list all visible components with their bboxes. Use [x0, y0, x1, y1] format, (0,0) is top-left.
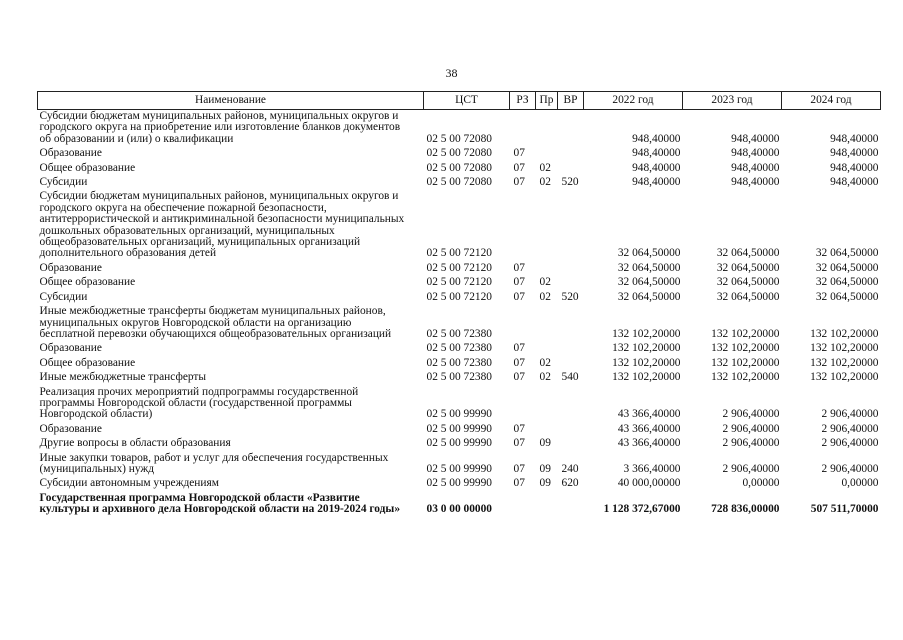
cell-2024: 32 064,50000	[815, 261, 879, 274]
header-2024: 2024 год	[782, 92, 881, 110]
cell-2024: 32 064,50000	[815, 247, 879, 260]
cell-rz: 07	[513, 371, 525, 384]
cell-name: Субсидии	[39, 290, 88, 303]
cell-vr	[558, 110, 584, 148]
table-row	[38, 357, 881, 371]
cell-pr: 02	[539, 276, 551, 289]
cell-2023: 32 064,50000	[716, 290, 780, 303]
cell-vr	[558, 262, 584, 276]
cell-vr	[558, 492, 584, 518]
cell-rz: 07	[513, 462, 525, 475]
cell-2022: 43 366,40000	[617, 422, 681, 435]
cell-pr	[536, 305, 558, 342]
cell-vr	[558, 437, 584, 451]
table-row	[38, 477, 881, 491]
cell-2022: 32 064,50000	[617, 276, 681, 289]
cell-name: Субсидии	[39, 176, 88, 189]
header-2023: 2023 год	[683, 92, 782, 110]
cell-name: Иные межбюджетные трансферты бюджетам муниципальных районов, муниципальных округов Новгородской области на организацию бесплатной перевозки обучающихся общеобразовательных организаций	[39, 305, 392, 340]
budget-table	[37, 91, 881, 518]
table-row	[38, 492, 881, 518]
cell-rz: 07	[513, 261, 525, 274]
cell-2022: 948,40000	[632, 176, 681, 189]
cell-2023: 948,40000	[731, 132, 780, 145]
table-row	[38, 291, 881, 305]
cell-2022: 40 000,00000	[617, 477, 681, 490]
cell-name: Государственная программа Новгородской области «Развитие культуры и архивного дела Новгородской области на 2019-2024 годы»	[39, 491, 401, 516]
cell-cst: 02 5 00 99990	[426, 462, 492, 475]
cell-vr: 620	[561, 477, 579, 490]
cell-name: Общее образование	[39, 356, 136, 369]
cell-2022: 132 102,20000	[612, 356, 681, 369]
table-body	[38, 110, 881, 518]
cell-rz: 07	[513, 147, 525, 160]
table-row	[38, 386, 881, 423]
cell-pr	[536, 342, 558, 356]
cell-pr	[536, 110, 558, 148]
cell-vr: 520	[561, 176, 579, 189]
cell-cst: 02 5 00 72080	[426, 132, 492, 145]
cell-2022: 948,40000	[632, 132, 681, 145]
table-row	[38, 437, 881, 451]
header-pr: Пр	[536, 92, 558, 110]
cell-cst: 02 5 00 72380	[426, 356, 492, 369]
cell-2023: 2 906,40000	[722, 422, 780, 435]
header-name: Наименование	[38, 92, 424, 110]
table-row	[38, 262, 881, 276]
cell-2024: 2 906,40000	[821, 422, 879, 435]
table-row	[38, 147, 881, 161]
table-row	[38, 452, 881, 478]
cell-name: Другие вопросы в области образования	[39, 437, 231, 450]
cell-2022: 32 064,50000	[617, 247, 681, 260]
cell-pr: 02	[539, 371, 551, 384]
cell-cst: 02 5 00 99990	[426, 422, 492, 435]
table-row	[38, 276, 881, 290]
table-row	[38, 342, 881, 356]
cell-2023: 0,00000	[742, 477, 780, 490]
cell-cst: 02 5 00 72120	[426, 290, 492, 303]
cell-2022: 132 102,20000	[612, 371, 681, 384]
header-cst: ЦСТ	[424, 92, 510, 110]
table-row	[38, 423, 881, 437]
cell-cst: 02 5 00 72120	[426, 247, 492, 260]
cell-rz	[510, 110, 536, 148]
cell-vr	[558, 423, 584, 437]
cell-rz: 07	[513, 437, 525, 450]
cell-2023: 948,40000	[731, 147, 780, 160]
table-row	[38, 110, 881, 148]
cell-2023: 32 064,50000	[716, 247, 780, 260]
cell-2022: 3 366,40000	[623, 462, 681, 475]
cell-name: Субсидии бюджетам муниципальных районов, муниципальных округов и городского округа на приобретение или изготовление бланков документов об образовании и (или) о квалификации	[39, 110, 401, 145]
cell-cst: 02 5 00 72120	[426, 261, 492, 274]
page-number: 38	[445, 66, 458, 80]
cell-pr: 02	[539, 356, 551, 369]
cell-rz: 07	[513, 161, 525, 174]
cell-2023: 32 064,50000	[716, 276, 780, 289]
cell-cst: 02 5 00 72380	[426, 371, 492, 384]
cell-vr	[558, 357, 584, 371]
cell-vr	[558, 147, 584, 161]
cell-pr	[536, 492, 558, 518]
cell-cst: 02 5 00 99990	[426, 477, 492, 490]
cell-vr: 540	[561, 371, 579, 384]
cell-2024: 132 102,20000	[810, 327, 879, 340]
cell-2024: 948,40000	[830, 161, 879, 174]
cell-cst: 03 0 00 00000	[426, 503, 492, 516]
cell-2022: 43 366,40000	[617, 408, 681, 421]
cell-2023: 2 906,40000	[722, 408, 780, 421]
table-row	[38, 176, 881, 190]
cell-2024: 0,00000	[841, 477, 879, 490]
cell-pr: 02	[539, 176, 551, 189]
cell-name: Иные межбюджетные трансферты	[39, 371, 207, 384]
cell-pr: 02	[539, 161, 551, 174]
cell-vr	[558, 190, 584, 261]
cell-2022: 948,40000	[632, 147, 681, 160]
cell-2022: 948,40000	[632, 161, 681, 174]
cell-2022: 132 102,20000	[612, 342, 681, 355]
cell-vr	[558, 342, 584, 356]
cell-pr	[536, 262, 558, 276]
cell-2024: 32 064,50000	[815, 276, 879, 289]
cell-vr: 520	[561, 290, 579, 303]
cell-rz: 07	[513, 477, 525, 490]
cell-cst: 02 5 00 99990	[426, 408, 492, 421]
header-rz: РЗ	[510, 92, 536, 110]
header-vr: ВР	[558, 92, 584, 110]
cell-2023: 948,40000	[731, 176, 780, 189]
cell-pr: 02	[539, 290, 551, 303]
cell-pr	[536, 147, 558, 161]
cell-cst: 02 5 00 72120	[426, 276, 492, 289]
cell-pr	[536, 423, 558, 437]
cell-2024: 948,40000	[830, 176, 879, 189]
cell-2024: 32 064,50000	[815, 290, 879, 303]
cell-cst: 02 5 00 72080	[426, 176, 492, 189]
cell-2024: 948,40000	[830, 147, 879, 160]
cell-pr: 09	[539, 462, 551, 475]
cell-2024: 132 102,20000	[810, 356, 879, 369]
cell-2022: 1 128 372,67000	[603, 503, 681, 516]
cell-2023: 728 836,00000	[711, 503, 780, 516]
cell-2024: 2 906,40000	[821, 408, 879, 421]
cell-2024: 132 102,20000	[810, 342, 879, 355]
cell-2023: 948,40000	[731, 161, 780, 174]
cell-2023: 132 102,20000	[711, 342, 780, 355]
cell-2022: 32 064,50000	[617, 290, 681, 303]
cell-vr	[558, 276, 584, 290]
cell-rz: 07	[513, 176, 525, 189]
cell-name: Образование	[39, 147, 102, 160]
cell-rz	[510, 386, 536, 423]
cell-name: Реализация прочих мероприятий подпрограммы государственной программы Новгородской области (государственной программы Новгородской области)	[39, 385, 359, 421]
cell-cst: 02 5 00 72080	[426, 147, 492, 160]
cell-2022: 43 366,40000	[617, 437, 681, 450]
cell-pr	[536, 190, 558, 261]
header-2022: 2022 год	[584, 92, 683, 110]
cell-2024: 2 906,40000	[821, 437, 879, 450]
cell-2022: 132 102,20000	[612, 327, 681, 340]
cell-name: Общее образование	[39, 161, 136, 174]
cell-name: Субсидии автономным учреждениям	[39, 477, 219, 490]
table-row	[38, 190, 881, 261]
cell-rz: 07	[513, 342, 525, 355]
cell-name: Образование	[39, 261, 102, 274]
cell-2023: 132 102,20000	[711, 327, 780, 340]
table-row	[38, 371, 881, 385]
cell-rz	[510, 492, 536, 518]
cell-2022: 32 064,50000	[617, 261, 681, 274]
cell-name: Субсидии бюджетам муниципальных районов, муниципальных округов и городского округа на обеспечение пожарной безопасности, антитеррористической и антикриминальной безопасности муниципальных дошкольных образовательных организаций, муниципальных общеобразовательных организаций, муниципальных организаций дополнительного образования детей	[39, 190, 405, 260]
cell-2024: 948,40000	[830, 132, 879, 145]
cell-2023: 2 906,40000	[722, 462, 780, 475]
cell-2024: 132 102,20000	[810, 371, 879, 384]
cell-name: Образование	[39, 342, 102, 355]
cell-cst: 02 5 00 72380	[426, 342, 492, 355]
cell-cst: 02 5 00 72380	[426, 327, 492, 340]
cell-vr: 240	[561, 462, 579, 475]
table-header-row	[38, 92, 881, 110]
cell-pr: 09	[539, 437, 551, 450]
cell-2023: 2 906,40000	[722, 437, 780, 450]
cell-pr	[536, 386, 558, 423]
cell-2023: 132 102,20000	[711, 356, 780, 369]
cell-rz: 07	[513, 422, 525, 435]
cell-2023: 32 064,50000	[716, 261, 780, 274]
table-row	[38, 305, 881, 342]
cell-vr	[558, 162, 584, 176]
cell-2024: 2 906,40000	[821, 462, 879, 475]
cell-cst: 02 5 00 99990	[426, 437, 492, 450]
cell-rz: 07	[513, 356, 525, 369]
cell-2024: 507 511,70000	[810, 503, 879, 516]
cell-vr	[558, 305, 584, 342]
table-row	[38, 162, 881, 176]
cell-name: Общее образование	[39, 276, 136, 289]
cell-rz	[510, 305, 536, 342]
cell-vr	[558, 386, 584, 423]
cell-name: Образование	[39, 422, 102, 435]
cell-cst: 02 5 00 72080	[426, 161, 492, 174]
cell-2023: 132 102,20000	[711, 371, 780, 384]
cell-pr: 09	[539, 477, 551, 490]
cell-name: Иные закупки товаров, работ и услуг для обеспечения государственных (муниципальных) нужд	[39, 451, 389, 475]
cell-rz: 07	[513, 290, 525, 303]
cell-rz: 07	[513, 276, 525, 289]
cell-rz	[510, 190, 536, 261]
